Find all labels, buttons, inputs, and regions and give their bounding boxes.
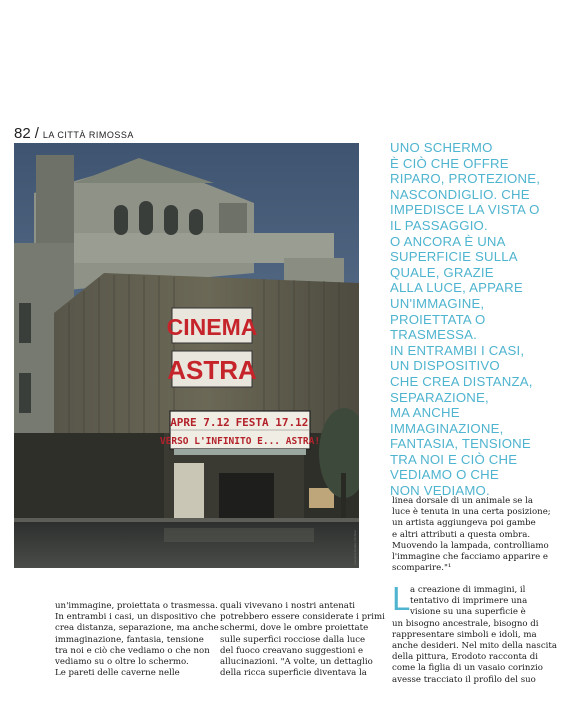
photo-credit: Giovanni Dadda / Archivio <box>353 530 357 565</box>
pull-quote-line: IMMAGINAZIONE, <box>390 420 504 436</box>
marquee-line-2: VERSO L'INFINITO E... ASTRA! <box>159 436 321 447</box>
pull-quote-line: FANTASIA, TENSIONE <box>390 436 531 452</box>
pull-quote-line: QUALE, GRAZIE <box>390 264 494 280</box>
body-text-right-bottom <box>392 580 562 686</box>
text-line: avesse tracciato il profilo del suo <box>392 674 536 685</box>
text-line: e altri attributi a questa ombra. <box>392 529 531 540</box>
text-line: rappresentare simboli e idoli, ma <box>392 629 537 640</box>
text-line: schermi, dove le ombre proiettate <box>220 623 369 634</box>
text-line: Le pareti delle caverne nelle <box>55 668 180 679</box>
pull-quote-line: SEPARAZIONE, <box>390 389 489 405</box>
cinema-sign-text: CINEMA <box>166 314 258 340</box>
text-line: linea dorsale di un animale se la <box>392 496 533 506</box>
pull-quote-line: O ANCORA È UNA <box>390 233 506 249</box>
text-line: Muovendo la lampada, controlliamo <box>392 540 549 551</box>
drop-cap: L <box>392 580 411 617</box>
pull-quote-line: TRASMESSA. <box>390 327 478 343</box>
header-separator: / <box>34 125 39 142</box>
text-line: quali vivevano i nostri antenati <box>220 601 356 611</box>
text-line: del fuoco creavano suggestioni e <box>220 645 364 656</box>
text-line: della pittura, Erodoto racconta di <box>392 652 539 663</box>
pull-quote-line: NON VEDIAMO. <box>390 483 490 499</box>
pull-quote-line: PROIETTATA O <box>390 311 486 327</box>
pull-quote-line: UNO SCHERMO <box>390 140 493 155</box>
cinema-photo <box>14 143 359 568</box>
marquee-line-1-right: FESTA 17.12 <box>235 416 309 429</box>
pull-quote-line: SUPERFICIE SULLA <box>390 249 518 265</box>
text-line: vediamo su o oltre lo schermo. <box>55 657 189 668</box>
text-line: luce è tenuta in una certa posizione; <box>392 507 551 518</box>
text-line: scomparire."¹ <box>392 563 452 574</box>
text-line: come la figlia di un vasaio corinzio <box>392 663 543 674</box>
text-line: visione su una superficie è <box>410 607 526 618</box>
page-number: 82 <box>14 125 31 142</box>
text-line: sulle superfici rocciose dalla luce <box>220 634 366 645</box>
text-line: immaginazione, fantasia, tensione <box>55 634 204 645</box>
pull-quote-line: IN ENTRAMBI I CASI, <box>390 342 525 358</box>
body-text-left <box>55 601 219 679</box>
pull-quote-line: CHE CREA DISTANZA, <box>390 373 533 389</box>
pull-quote-line: RIPARO, PROTEZIONE, <box>390 171 541 187</box>
running-header <box>14 125 134 142</box>
text-line: anche desideri. Nel mito della nascita <box>392 641 557 652</box>
text-line: allucinazioni. "A volte, un dettaglio <box>220 657 373 668</box>
pull-quote-line: TRA NOI E CIÒ CHE <box>390 451 518 467</box>
text-line: un bisogno ancestrale, bisogno di <box>392 618 539 629</box>
astra-sign-text: ASTRA <box>167 355 257 385</box>
pull-quote-line: UN DISPOSITIVO <box>390 358 500 374</box>
pull-quote-line: È CIÒ CHE OFFRE <box>390 155 509 171</box>
body-text-right-top <box>392 496 562 574</box>
pull-quote <box>390 140 565 499</box>
pull-quote-line: IL PASSAGGIO. <box>390 217 488 233</box>
body-text-middle <box>220 601 385 679</box>
text-line: un artista aggiungeva poi gambe <box>392 518 536 529</box>
pull-quote-line: IMPEDISCE LA VISTA O <box>390 202 540 218</box>
text-line: crea distanza, separazione, ma anche <box>55 623 219 634</box>
text-line: tentativo di imprimere una <box>410 596 528 607</box>
text-line: un'immagine, proiettata o trasmessa. <box>55 601 218 611</box>
text-line: della ricca superficie diventava la <box>220 668 367 679</box>
text-line: In entrambi i casi, un dispositivo che <box>55 612 216 623</box>
text-line: potrebbero essere considerate i primi <box>220 612 385 623</box>
text-line: l'immagine che facciamo apparire e <box>392 552 549 563</box>
pull-quote-line: UN'IMMAGINE, <box>390 295 485 311</box>
text-line: tra noi e ciò che vediamo o che non <box>55 645 210 656</box>
marquee-line-1-left: APRE 7.12 <box>170 416 230 429</box>
pull-quote-line: VEDIAMO O CHE <box>390 467 499 483</box>
section-title: LA CITTÀ RIMOSSA <box>42 130 134 140</box>
text-line: a creazione di immagini, il <box>410 585 526 595</box>
pull-quote-line: ALLA LUCE, APPARE <box>390 280 523 296</box>
pull-quote-line: NASCONDIGLIO. CHE <box>390 186 530 202</box>
pull-quote-line: MA ANCHE <box>390 405 460 421</box>
